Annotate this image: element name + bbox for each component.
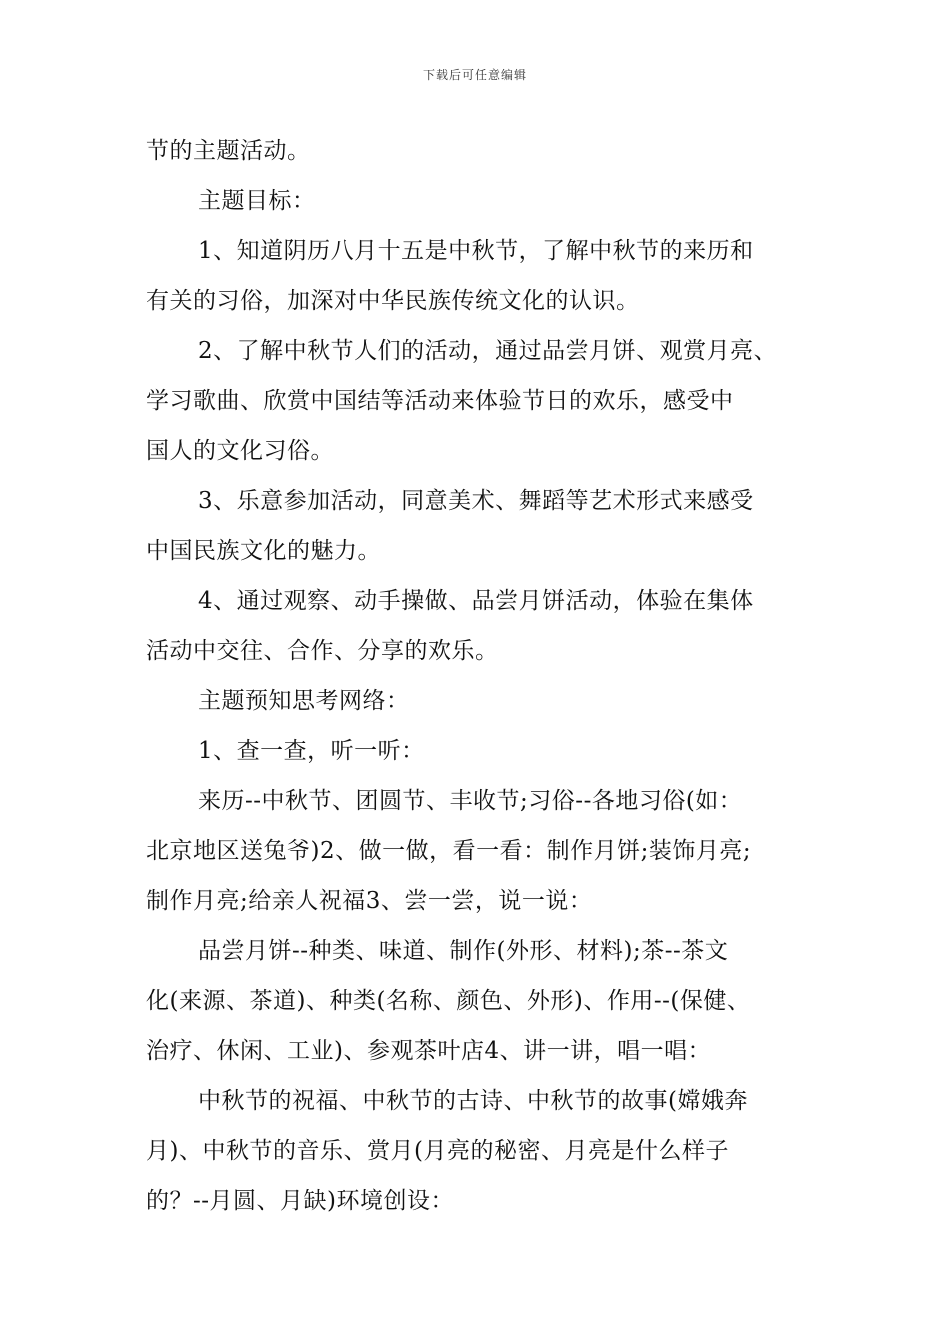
text-line: 节的主题活动。 <box>146 138 311 164</box>
text-line: 的？--月圆、月缺)环境创设： <box>146 1188 455 1214</box>
text-line: 4、通过观察、动手操做、品尝月饼活动，体验在集体 <box>198 588 754 614</box>
text-line: 活动中交往、合作、分享的欢乐。 <box>146 638 499 664</box>
section-heading: 主题预知思考网络： <box>198 688 410 714</box>
text-line: 学习歌曲、欣赏中国结等活动来体验节日的欢乐，感受中 <box>146 388 734 414</box>
text-line: 中国民族文化的魅力。 <box>146 538 381 564</box>
text-line: 3、乐意参加活动，同意美术、舞蹈等艺术形式来感受 <box>198 488 754 514</box>
text-line: 1、知道阴历八月十五是中秋节，了解中秋节的来历和 <box>198 238 754 264</box>
document-body <box>146 126 816 1226</box>
section-heading: 主题目标： <box>198 188 316 214</box>
text-line: 北京地区送兔爷)2、做一做，看一看：制作月饼;装饰月亮; <box>146 838 752 864</box>
text-line: 品尝月饼--种类、味道、制作(外形、材料);茶--茶文 <box>198 938 729 964</box>
text-line: 化(来源、茶道)、种类(名称、颜色、外形)、作用--(保健、 <box>146 988 751 1014</box>
text-line: 治疗、休闲、工业)、参观茶叶店4、讲一讲，唱一唱： <box>146 1038 712 1064</box>
text-line: 制作月亮;给亲人祝福3、尝一尝，说一说： <box>146 888 593 914</box>
text-line: 有关的习俗，加深对中华民族传统文化的认识。 <box>146 288 640 314</box>
text-line: 中秋节的祝福、中秋节的古诗、中秋节的故事(嫦娥奔 <box>198 1088 748 1114</box>
page-header: 下载后可任意编辑 <box>422 68 527 82</box>
text-line: 1、查一查，听一听： <box>198 738 425 764</box>
text-line: 来历--中秋节、团圆节、丰收节;习俗--各地习俗(如： <box>198 788 743 814</box>
text-line: 2、了解中秋节人们的活动，通过品尝月饼、观赏月亮、 <box>198 338 778 364</box>
text-line: 月)、中秋节的音乐、赏月(月亮的秘密、月亮是什么样子 <box>146 1138 729 1164</box>
text-line: 国人的文化习俗。 <box>146 438 334 464</box>
